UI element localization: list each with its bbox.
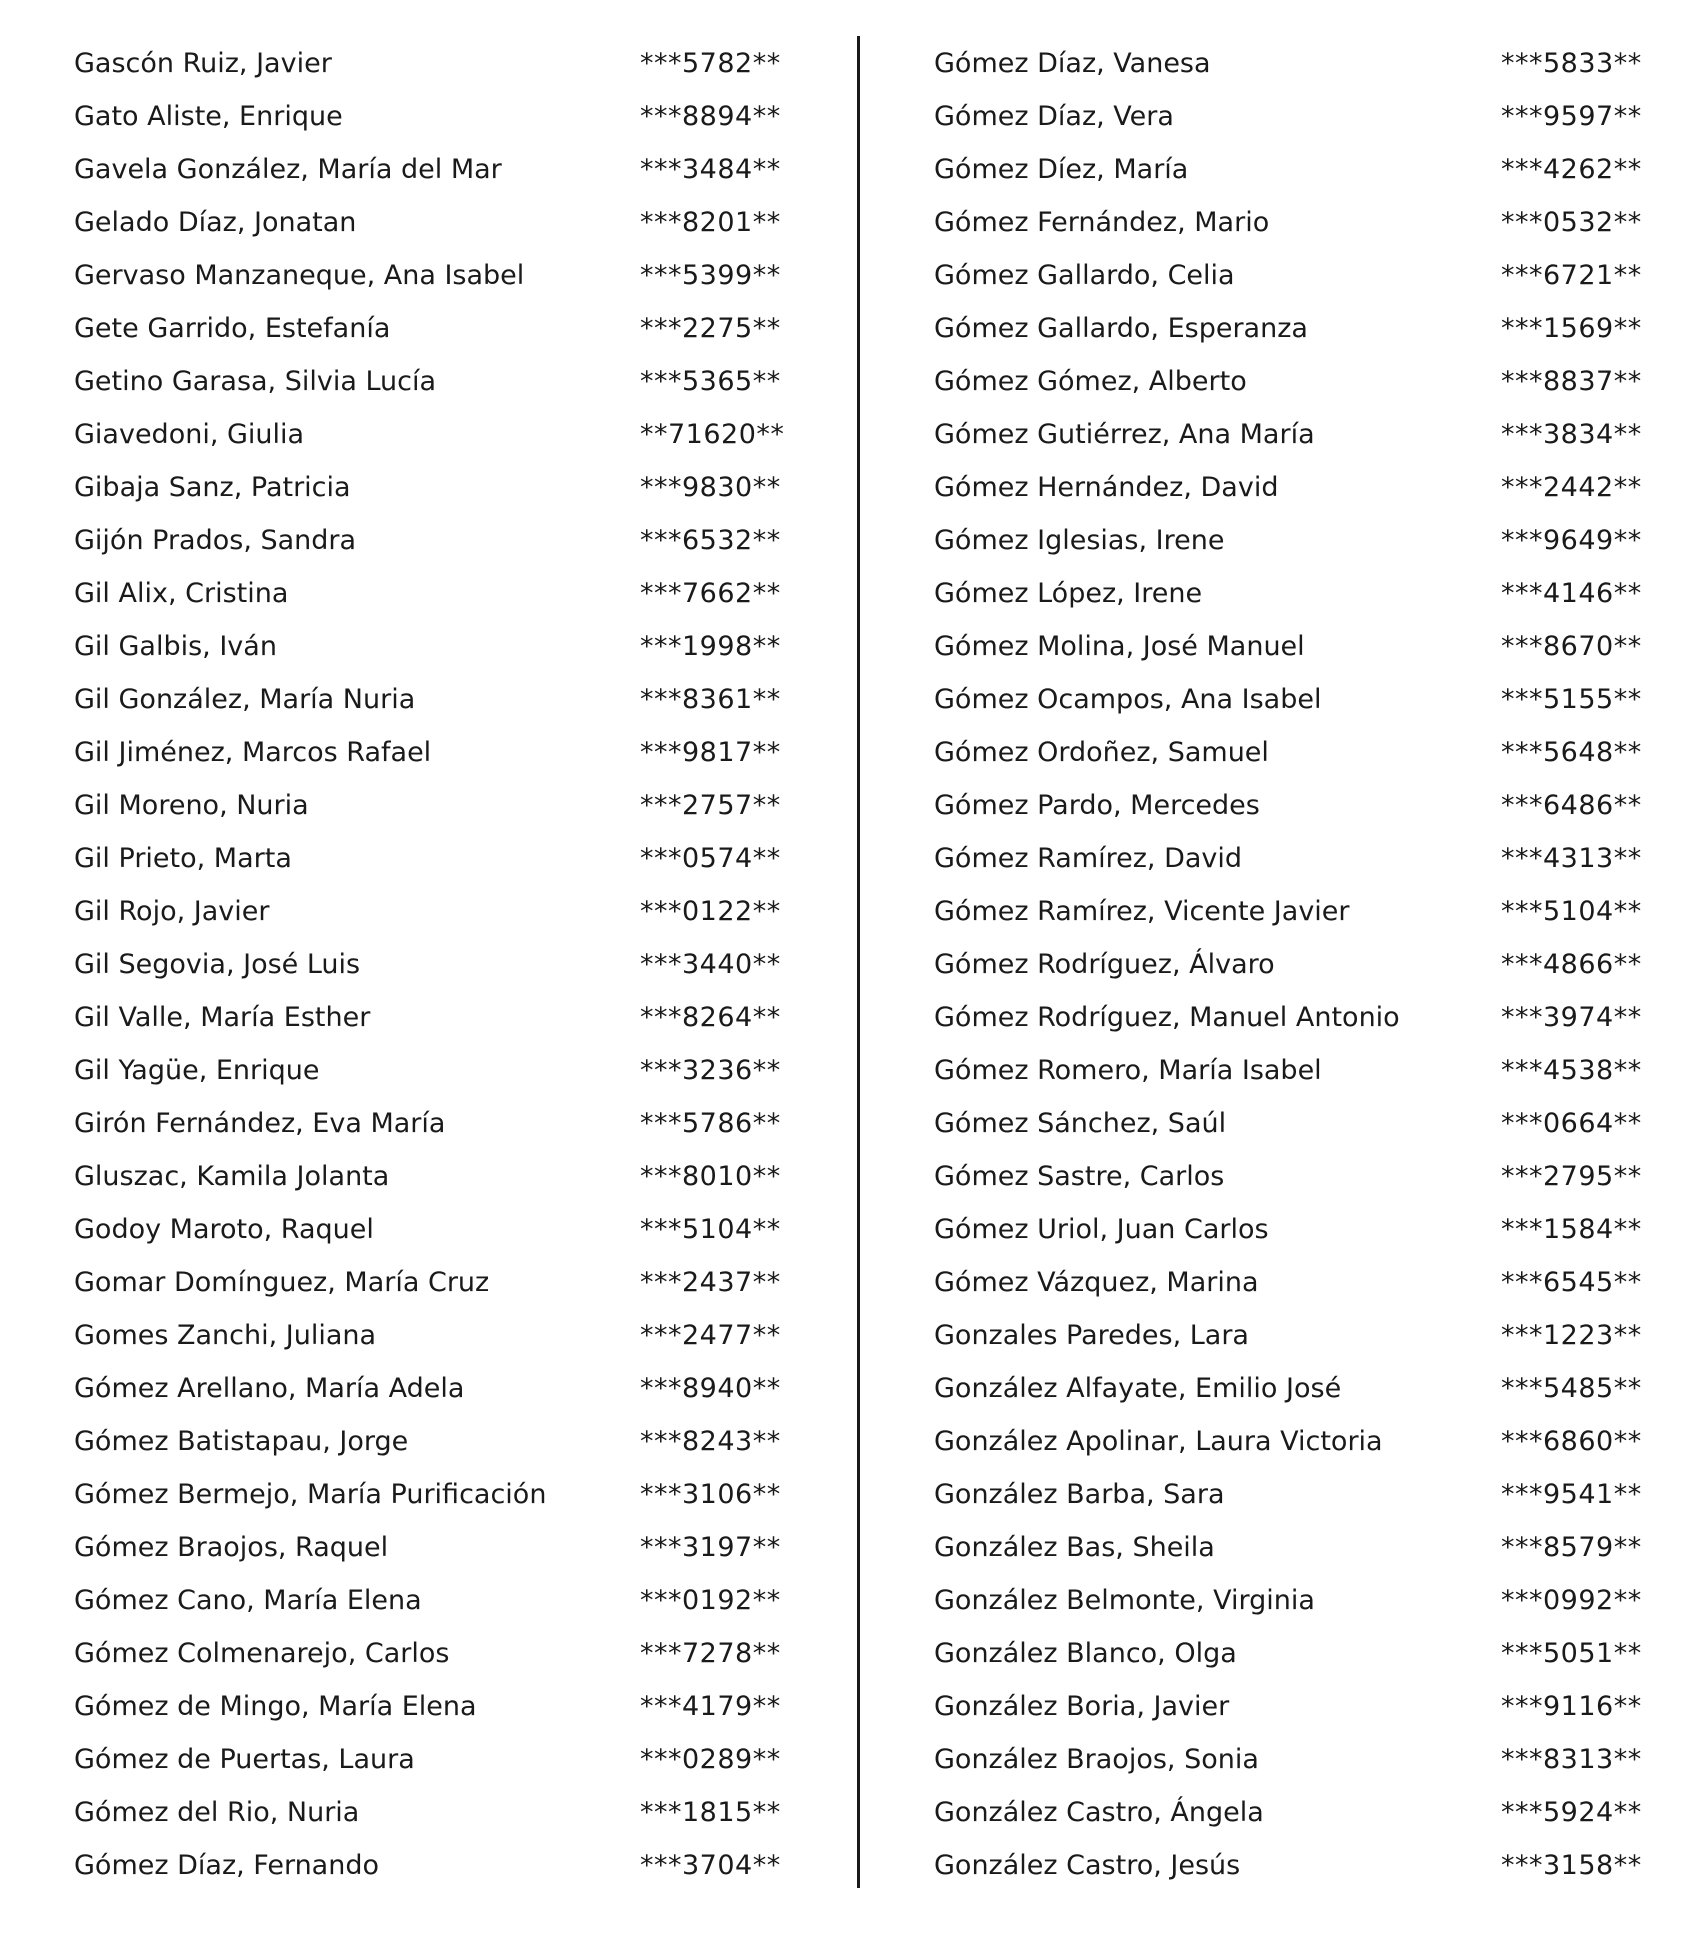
- list-item: [934, 832, 1642, 885]
- person-name: González Blanco, Olga: [934, 1638, 1237, 1669]
- person-name: Gómez Díaz, Vanesa: [934, 48, 1211, 79]
- masked-id: ***8264**: [640, 1002, 781, 1033]
- masked-id: ***0192**: [640, 1585, 781, 1616]
- list-item: [934, 1150, 1642, 1203]
- list-item: [934, 1044, 1642, 1097]
- list-item: [74, 90, 781, 143]
- person-name: González Castro, Jesús: [934, 1850, 1241, 1881]
- person-name: Gavela González, María del Mar: [74, 154, 502, 185]
- list-item: [74, 620, 781, 673]
- masked-id: ***9830**: [640, 472, 781, 503]
- person-name: Gómez Díaz, Fernando: [74, 1850, 380, 1881]
- list-item: [74, 1097, 781, 1150]
- list-item: [934, 355, 1642, 408]
- list-item: [74, 1521, 781, 1574]
- person-name: Gomar Domínguez, María Cruz: [74, 1267, 490, 1298]
- masked-id: ***5104**: [640, 1214, 781, 1245]
- person-name: Gete Garrido, Estefanía: [74, 313, 391, 344]
- masked-id: ***2437**: [640, 1267, 781, 1298]
- list-item: [74, 196, 781, 249]
- person-name: Gato Aliste, Enrique: [74, 101, 343, 132]
- masked-id: ***6486**: [1501, 790, 1642, 821]
- list-item: [74, 1680, 781, 1733]
- masked-id: ***4313**: [1501, 843, 1642, 874]
- person-name: Gómez Arellano, María Adela: [74, 1373, 465, 1404]
- masked-id: ***8201**: [640, 207, 781, 238]
- list-item: [74, 1203, 781, 1256]
- person-name: Gómez Sánchez, Saúl: [934, 1108, 1227, 1139]
- masked-id: ***5051**: [1501, 1638, 1642, 1669]
- masked-id: ***3704**: [640, 1850, 781, 1881]
- list-item: [74, 1839, 781, 1892]
- person-name: Gibaja Sanz, Patricia: [74, 472, 351, 503]
- person-name: Getino Garasa, Silvia Lucía: [74, 366, 437, 397]
- masked-id: ***8361**: [640, 684, 781, 715]
- person-name: Gómez Rodríguez, Manuel Antonio: [934, 1002, 1400, 1033]
- masked-id: ***8670**: [1501, 631, 1642, 662]
- person-name: Gil González, María Nuria: [74, 684, 416, 715]
- masked-id: ***2795**: [1501, 1161, 1642, 1192]
- masked-id: ***9649**: [1501, 525, 1642, 556]
- list-item: [74, 37, 781, 90]
- list-item: [934, 514, 1642, 567]
- list-item: [74, 1733, 781, 1786]
- list-item: [934, 991, 1642, 1044]
- list-item: [934, 1256, 1642, 1309]
- person-name: Giavedoni, Giulia: [74, 419, 305, 450]
- masked-id: ***5786**: [640, 1108, 781, 1139]
- person-name: Gil Prieto, Marta: [74, 843, 292, 874]
- person-name: Gómez Uriol, Juan Carlos: [934, 1214, 1269, 1245]
- list-item: [74, 461, 781, 514]
- person-name: Gómez Iglesias, Irene: [934, 525, 1225, 556]
- masked-id: ***6545**: [1501, 1267, 1642, 1298]
- list-item: [934, 567, 1642, 620]
- list-item: [74, 1786, 781, 1839]
- masked-id: ***6532**: [640, 525, 781, 556]
- masked-id: ***4866**: [1501, 949, 1642, 980]
- list-item: [934, 1574, 1642, 1627]
- masked-id: ***0992**: [1501, 1585, 1642, 1616]
- person-name: Gómez Gómez, Alberto: [934, 366, 1247, 397]
- list-item: [934, 461, 1642, 514]
- masked-id: **71620**: [640, 419, 785, 450]
- person-name: Gómez de Mingo, María Elena: [74, 1691, 477, 1722]
- list-item: [934, 1521, 1642, 1574]
- list-item: [74, 143, 781, 196]
- list-item: [934, 1839, 1642, 1892]
- list-item: [74, 1574, 781, 1627]
- list-item: [74, 1415, 781, 1468]
- person-name: Gómez Colmenarejo, Carlos: [74, 1638, 450, 1669]
- person-name: Gómez del Rio, Nuria: [74, 1797, 360, 1828]
- person-name: González Bas, Sheila: [934, 1532, 1215, 1563]
- masked-id: ***8243**: [640, 1426, 781, 1457]
- person-name: Gascón Ruiz, Javier: [74, 48, 332, 79]
- list-item: [934, 143, 1642, 196]
- list-item: [74, 885, 781, 938]
- list-item: [74, 832, 781, 885]
- list-item: [934, 249, 1642, 302]
- person-name: Gonzales Paredes, Lara: [934, 1320, 1249, 1351]
- list-item: [74, 991, 781, 1044]
- masked-id: ***9817**: [640, 737, 781, 768]
- masked-id: ***0122**: [640, 896, 781, 927]
- masked-id: ***9541**: [1501, 1479, 1642, 1510]
- person-name: Gervaso Manzaneque, Ana Isabel: [74, 260, 525, 291]
- list-item: [74, 567, 781, 620]
- list-item: [934, 1627, 1642, 1680]
- person-name: Gómez Romero, María Isabel: [934, 1055, 1322, 1086]
- list-item: [934, 1786, 1642, 1839]
- list-item: [934, 1680, 1642, 1733]
- masked-id: ***5399**: [640, 260, 781, 291]
- masked-id: ***7278**: [640, 1638, 781, 1669]
- list-item: [74, 1044, 781, 1097]
- masked-id: ***1223**: [1501, 1320, 1642, 1351]
- masked-id: ***9116**: [1501, 1691, 1642, 1722]
- list-item: [934, 726, 1642, 779]
- person-name: Gomes Zanchi, Juliana: [74, 1320, 377, 1351]
- list-item: [74, 726, 781, 779]
- list-item: [74, 938, 781, 991]
- person-name: Gómez Ordoñez, Samuel: [934, 737, 1269, 768]
- list-item: [74, 673, 781, 726]
- list-item: [74, 1627, 781, 1680]
- masked-id: ***8010**: [640, 1161, 781, 1192]
- person-name: Gómez Fernández, Mario: [934, 207, 1270, 238]
- person-name: Gómez Ramírez, David: [934, 843, 1243, 874]
- masked-id: ***6860**: [1501, 1426, 1642, 1457]
- right-column: [934, 37, 1642, 1892]
- masked-id: ***0664**: [1501, 1108, 1642, 1139]
- person-name: Gómez Pardo, Mercedes: [934, 790, 1260, 821]
- masked-id: ***1815**: [640, 1797, 781, 1828]
- masked-id: ***2275**: [640, 313, 781, 344]
- list-item: [74, 779, 781, 832]
- masked-id: ***1998**: [640, 631, 781, 662]
- person-name: Gómez López, Irene: [934, 578, 1203, 609]
- masked-id: ***4262**: [1501, 154, 1642, 185]
- person-name: González Braojos, Sonia: [934, 1744, 1259, 1775]
- person-name: Gelado Díaz, Jonatan: [74, 207, 357, 238]
- left-column: [74, 37, 785, 1892]
- masked-id: ***8940**: [640, 1373, 781, 1404]
- masked-id: ***5924**: [1501, 1797, 1642, 1828]
- person-name: González Apolinar, Laura Victoria: [934, 1426, 1383, 1457]
- list-item: [934, 37, 1642, 90]
- person-name: Gómez Braojos, Raquel: [74, 1532, 389, 1563]
- masked-id: ***6721**: [1501, 260, 1642, 291]
- person-name: Godoy Maroto, Raquel: [74, 1214, 374, 1245]
- list-item: [934, 673, 1642, 726]
- list-item: [934, 1097, 1642, 1150]
- masked-id: ***2477**: [640, 1320, 781, 1351]
- masked-id: ***8313**: [1501, 1744, 1642, 1775]
- list-item: [934, 1203, 1642, 1256]
- list-item: [934, 302, 1642, 355]
- masked-id: ***5648**: [1501, 737, 1642, 768]
- person-name: Gómez Rodríguez, Álvaro: [934, 949, 1275, 980]
- person-name: Gómez Gallardo, Esperanza: [934, 313, 1308, 344]
- list-item: [934, 90, 1642, 143]
- person-name: Gómez Batistapau, Jorge: [74, 1426, 409, 1457]
- list-item: [934, 938, 1642, 991]
- masked-id: ***5833**: [1501, 48, 1642, 79]
- list-item: [74, 514, 781, 567]
- person-name: González Boria, Javier: [934, 1691, 1230, 1722]
- person-name: Gómez Molina, José Manuel: [934, 631, 1305, 662]
- masked-id: ***3834**: [1501, 419, 1642, 450]
- person-name: Gómez Ramírez, Vicente Javier: [934, 896, 1350, 927]
- list-item: [74, 408, 785, 461]
- list-item: [934, 196, 1642, 249]
- person-name: Gómez Ocampos, Ana Isabel: [934, 684, 1322, 715]
- person-name: Gómez Hernández, David: [934, 472, 1279, 503]
- masked-id: ***3106**: [640, 1479, 781, 1510]
- person-name: Gómez Díez, María: [934, 154, 1189, 185]
- masked-id: ***0574**: [640, 843, 781, 874]
- person-name: Gijón Prados, Sandra: [74, 525, 357, 556]
- person-name: Gómez Díaz, Vera: [934, 101, 1174, 132]
- list-item: [934, 1415, 1642, 1468]
- person-name: Gil Segovia, José Luis: [74, 949, 361, 980]
- column-divider: [857, 36, 860, 1888]
- list-item: [74, 1256, 781, 1309]
- person-name: Gil Yagüe, Enrique: [74, 1055, 320, 1086]
- person-name: Gómez Sastre, Carlos: [934, 1161, 1225, 1192]
- masked-id: ***7662**: [640, 578, 781, 609]
- masked-id: ***4179**: [640, 1691, 781, 1722]
- person-name: Gil Alix, Cristina: [74, 578, 289, 609]
- person-name: Gil Moreno, Nuria: [74, 790, 309, 821]
- masked-id: ***3197**: [640, 1532, 781, 1563]
- masked-id: ***0532**: [1501, 207, 1642, 238]
- masked-id: ***3236**: [640, 1055, 781, 1086]
- person-name: Gómez Cano, María Elena: [74, 1585, 422, 1616]
- masked-id: ***3484**: [640, 154, 781, 185]
- list-item: [74, 355, 781, 408]
- person-name: Gil Galbis, Iván: [74, 631, 277, 662]
- masked-id: ***8837**: [1501, 366, 1642, 397]
- person-name: González Barba, Sara: [934, 1479, 1225, 1510]
- list-item: [74, 1468, 781, 1521]
- masked-id: ***5104**: [1501, 896, 1642, 927]
- person-name: Gil Jiménez, Marcos Rafael: [74, 737, 432, 768]
- person-name: Gómez Gutiérrez, Ana María: [934, 419, 1315, 450]
- list-item: [74, 249, 781, 302]
- person-name: Gómez de Puertas, Laura: [74, 1744, 415, 1775]
- list-item: [934, 408, 1642, 461]
- masked-id: ***5782**: [640, 48, 781, 79]
- list-item: [934, 1468, 1642, 1521]
- masked-id: ***0289**: [640, 1744, 781, 1775]
- masked-id: ***1569**: [1501, 313, 1642, 344]
- person-name: González Alfayate, Emilio José: [934, 1373, 1342, 1404]
- masked-id: ***5155**: [1501, 684, 1642, 715]
- person-name: Gil Valle, María Esther: [74, 1002, 371, 1033]
- list-item: [74, 1309, 781, 1362]
- masked-id: ***1584**: [1501, 1214, 1642, 1245]
- list-item: [934, 620, 1642, 673]
- list-item: [934, 779, 1642, 832]
- person-name: Gómez Bermejo, María Purificación: [74, 1479, 547, 1510]
- list-item: [934, 1733, 1642, 1786]
- person-name: Gómez Vázquez, Marina: [934, 1267, 1259, 1298]
- list-item: [934, 885, 1642, 938]
- masked-id: ***3158**: [1501, 1850, 1642, 1881]
- list-item: [934, 1362, 1642, 1415]
- masked-id: ***4146**: [1501, 578, 1642, 609]
- person-name: Gluszac, Kamila Jolanta: [74, 1161, 390, 1192]
- masked-id: ***5485**: [1501, 1373, 1642, 1404]
- masked-id: ***8894**: [640, 101, 781, 132]
- masked-id: ***9597**: [1501, 101, 1642, 132]
- person-name: Gómez Gallardo, Celia: [934, 260, 1235, 291]
- list-item: [74, 1150, 781, 1203]
- list-item: [74, 1362, 781, 1415]
- masked-id: ***2442**: [1501, 472, 1642, 503]
- masked-id: ***2757**: [640, 790, 781, 821]
- masked-id: ***8579**: [1501, 1532, 1642, 1563]
- list-item: [74, 302, 781, 355]
- masked-id: ***5365**: [640, 366, 781, 397]
- person-name: González Belmonte, Virginia: [934, 1585, 1315, 1616]
- person-name: González Castro, Ángela: [934, 1797, 1264, 1828]
- person-name: Gil Rojo, Javier: [74, 896, 270, 927]
- person-name: Girón Fernández, Eva María: [74, 1108, 446, 1139]
- masked-id: ***4538**: [1501, 1055, 1642, 1086]
- masked-id: ***3440**: [640, 949, 781, 980]
- list-item: [934, 1309, 1642, 1362]
- masked-id: ***3974**: [1501, 1002, 1642, 1033]
